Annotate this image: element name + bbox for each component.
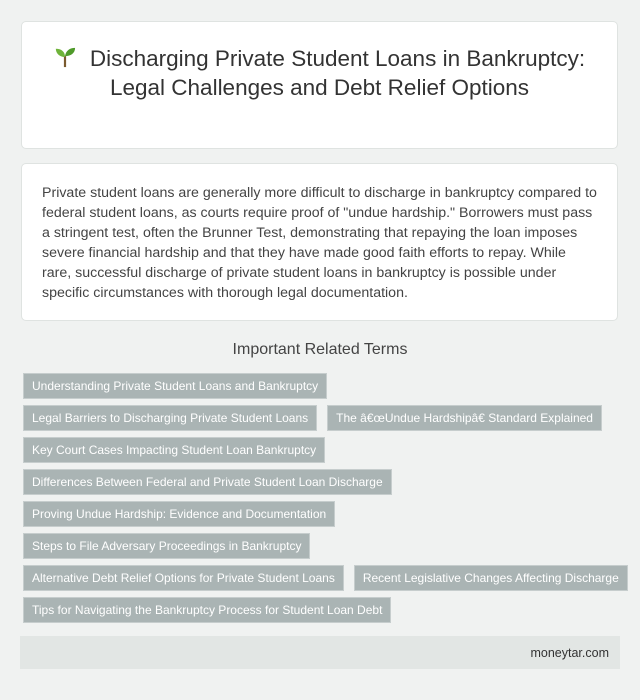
title-card	[21, 21, 618, 149]
related-terms-heading: Important Related Terms	[232, 341, 408, 358]
page-title-text: Discharging Private Student Loans in Bankruptcy: Legal Challenges and Debt Relief Options	[89, 46, 586, 100]
footer	[20, 636, 620, 669]
related-term-tag[interactable]: Differences Between Federal and Private Student Loan Discharge	[23, 469, 392, 495]
tag-row	[23, 373, 331, 399]
related-term-tag[interactable]: Tips for Navigating the Bankruptcy Process for Student Loan Debt	[23, 597, 391, 623]
tag-row	[23, 533, 314, 559]
summary-text: Private student loans are generally more difficult to discharge in bankruptcy compared to federal student loans, as courts require proof of "undue hardship." Borrowers must pass a stringent test, often the Brunner Test, demonstrating that repaying the loan imposes severe financial hardship and that they have made good faith efforts to repay. While rare, successful discharge of private student loans in bankruptcy is possible under specific circumstances with thorough legal documentation.	[42, 185, 597, 301]
tag-row	[23, 469, 396, 495]
related-term-tag[interactable]: Alternative Debt Relief Options for Private Student Loans	[23, 565, 344, 591]
related-term-tag[interactable]: Legal Barriers to Discharging Private Student Loans	[23, 405, 317, 431]
tag-row	[23, 565, 632, 591]
related-term-tag[interactable]: Recent Legislative Changes Affecting Discharge	[354, 565, 628, 591]
related-term-tag[interactable]: Proving Undue Hardship: Evidence and Documentation	[23, 501, 335, 527]
tag-row	[23, 437, 329, 463]
related-term-tag[interactable]: Key Court Cases Impacting Student Loan Bankruptcy	[23, 437, 325, 463]
tag-row	[23, 501, 339, 527]
footer-site-link[interactable]: moneytar.com	[530, 646, 609, 660]
tag-row	[23, 405, 606, 431]
page-title	[22, 22, 617, 102]
summary-card	[21, 163, 618, 321]
tag-row	[23, 597, 395, 623]
related-term-tag[interactable]: Understanding Private Student Loans and Bankruptcy	[23, 373, 327, 399]
related-term-tag[interactable]: The â€œUndue Hardshipâ€ Standard Explained	[327, 405, 602, 431]
related-term-tag[interactable]: Steps to File Adversary Proceedings in Bankruptcy	[23, 533, 310, 559]
sprout-icon	[54, 46, 76, 68]
